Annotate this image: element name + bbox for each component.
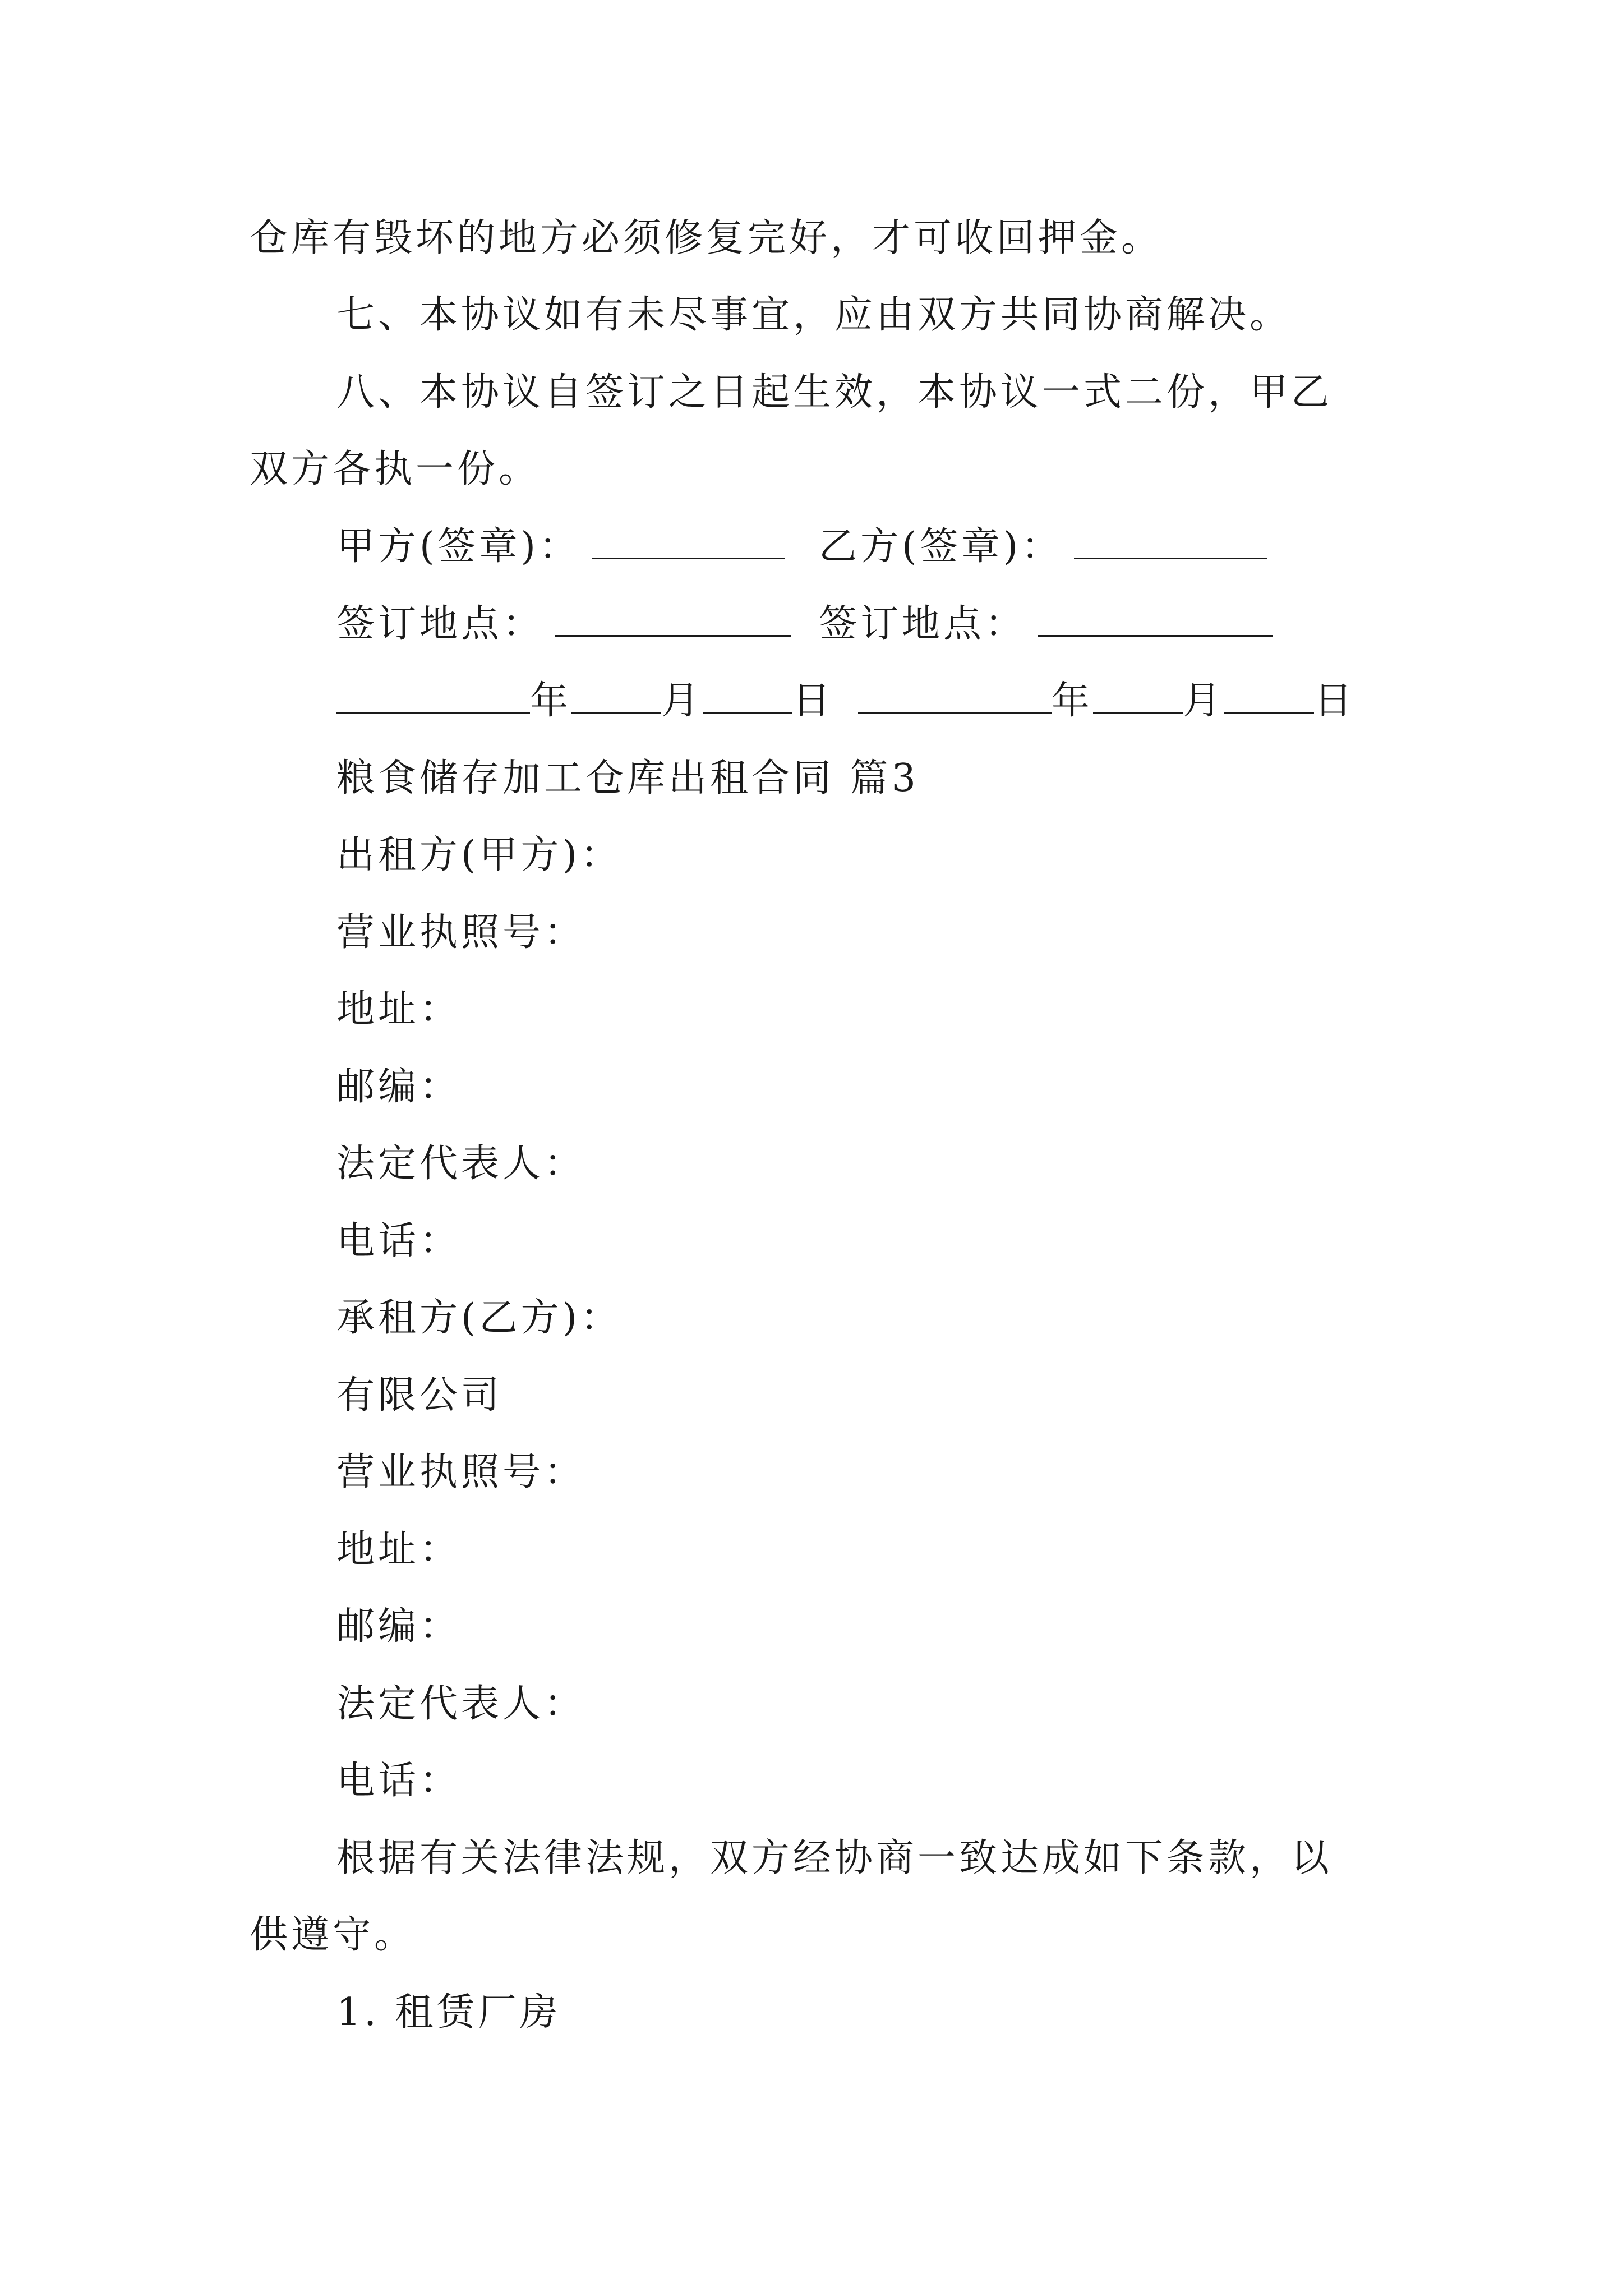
section-title: 粮食储存加工仓库出租合同 篇3 (336, 756, 919, 800)
year-label-a: 年 (530, 679, 572, 723)
year-label-b: 年 (1052, 679, 1094, 723)
intro-line2: 供遵守。 (250, 1913, 416, 1957)
place-blank-b (1038, 602, 1273, 637)
party-b-sign (819, 522, 1267, 572)
day-blank-b (1224, 679, 1314, 714)
lessee-postcode: 邮编： (336, 1604, 462, 1649)
lessee-company: 有限公司 (336, 1373, 503, 1418)
lessee-address: 地址： (336, 1527, 462, 1572)
month-label-a: 月 (661, 679, 703, 723)
clause-8-line2: 双方各执一份。 (250, 447, 541, 491)
party-a-sign-blank (592, 525, 785, 559)
date-row-a (336, 676, 834, 726)
lessor-phone: 电话： (336, 1219, 462, 1263)
item-1: 1. 租赁厂房 (336, 1990, 561, 2035)
year-blank-a (336, 679, 530, 714)
place-row (336, 599, 791, 650)
signature-row (336, 522, 785, 572)
year-blank-b (858, 679, 1052, 714)
clause-7: 七、本协议如有未尽事宜，应由双方共同协商解决。 (336, 293, 1292, 337)
place-label-a: 签订地点： (336, 602, 545, 646)
month-blank-a (571, 679, 661, 714)
lessor-postcode: 邮编： (336, 1065, 462, 1109)
place-blank-a (555, 602, 791, 637)
day-label-b: 日 (1314, 679, 1356, 723)
lessor-address: 地址： (336, 987, 462, 1032)
month-label-b: 月 (1183, 679, 1225, 723)
party-b-sign-label: 乙方(签章)： (819, 524, 1063, 569)
paragraph-deposit: 仓库有毁坏的地方必须修复完好，才可收回押金。 (250, 216, 1163, 260)
day-label-a: 日 (792, 679, 834, 723)
lessee-heading: 承租方(乙方)： (336, 1296, 623, 1340)
lessee-license: 营业执照号： (336, 1450, 586, 1494)
place-label-b: 签订地点： (819, 602, 1027, 646)
lessee-rep: 法定代表人： (336, 1682, 586, 1726)
place-b (819, 599, 1273, 650)
lessor-rep: 法定代表人： (336, 1142, 586, 1186)
month-blank-b (1093, 679, 1183, 714)
intro-line1: 根据有关法律法规，双方经协商一致达成如下条款，以 (336, 1836, 1333, 1880)
lessor-license: 营业执照号： (336, 910, 586, 955)
lessor-heading: 出租方(甲方)： (336, 833, 623, 877)
lessee-phone: 电话： (336, 1759, 462, 1803)
party-b-sign-blank (1074, 525, 1267, 559)
date-row-b (858, 676, 1355, 726)
day-blank-a (703, 679, 792, 714)
clause-8-line1: 八、本协议自签订之日起生效，本协议一式二份，甲乙 (336, 370, 1333, 415)
party-a-sign-label: 甲方(签章)： (336, 524, 581, 569)
